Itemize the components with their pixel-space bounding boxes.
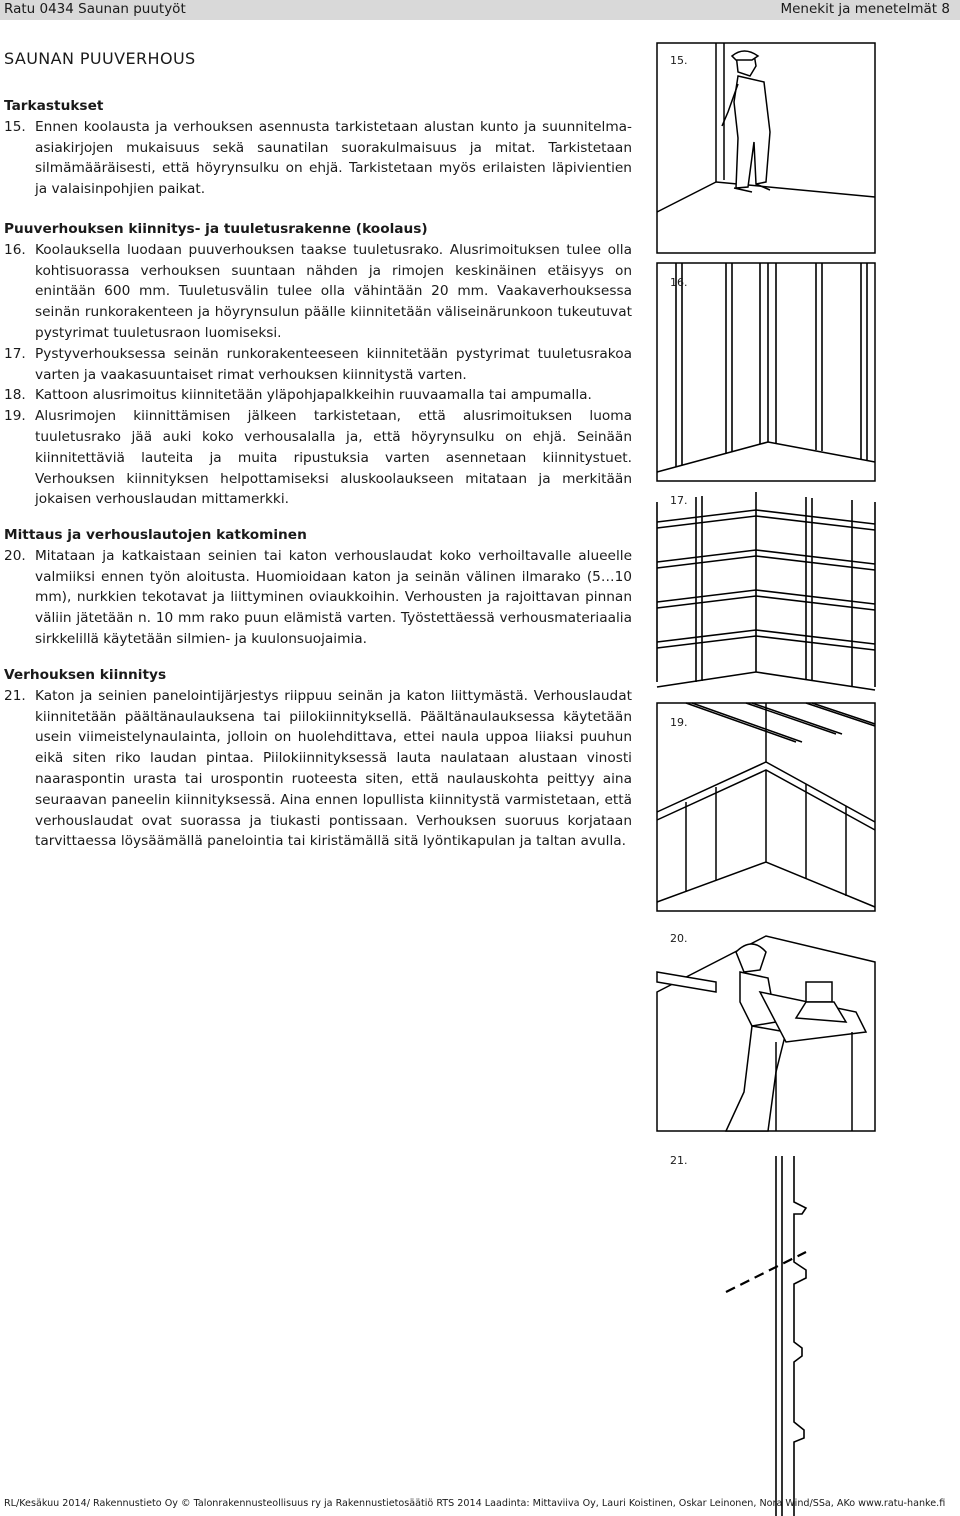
list-item — [4, 406, 632, 510]
figure-19 — [656, 702, 876, 912]
item-number: 16. — [4, 241, 26, 258]
item-text: Alusrimojen kiinnittämisen jälkeen tarkistetaan, että alusrimoituksen luoma tuuletusrako jää auki koko verhousalalla ja, että höyrynsulku on ehjä. Seinään kiinnitettäviä lauteita ja muita ripustuksia varten asennetaan kiinnitystuet. Verhouksen kiinnityksen helpottamiseksi aluskoolaukseen mitataan ja merkitään jokaisen verhouslaudan mittamerkki. — [35, 408, 632, 508]
figure-label: 15. — [670, 54, 688, 67]
list-item — [4, 385, 632, 406]
figure-label: 21. — [670, 1154, 688, 1167]
horizontal-battens-icon — [656, 482, 876, 697]
item-number: 19. — [4, 408, 26, 425]
section-inspections — [4, 96, 632, 200]
section-fastening-structure — [4, 219, 632, 510]
item-number: 20. — [4, 547, 26, 564]
item-text: Kattoon alusrimoitus kiinnitetään yläpohjapalkkeihin ruuvaamalla tai ampumalla. — [35, 387, 592, 404]
list-item — [4, 117, 632, 200]
hidden-nailing-icon — [656, 1142, 876, 1516]
item-number: 17. — [4, 345, 26, 362]
item-text: Pystyverhouksessa seinän runkorakenteeseen kiinnitetään pystyrimat tuuletusrakoa varten ja vaakasuuntaiset rimat verhouksen kiinnitystä varten. — [35, 345, 632, 383]
section-heading: Mittaus ja verhouslautojen katkominen — [4, 527, 307, 543]
item-text: Ennen koolausta ja verhouksen asennusta tarkistetaan alustan kunto ja suunnitelma-asiakirjojen mukaisuus sekä saunatilan suorakulmaisuus ja mitat. Tarkistetaan silmämääräisesti, että höyrynsulku on ehjä. Tarkistetaan myös erilaisten läpivientien ja valaisinpohjien paikat. — [35, 118, 632, 198]
item-number: 21. — [4, 687, 26, 704]
page-footer: RL/Kesäkuu 2014/ Rakennustieto Oy © Talonrakennusteollisuus ry ja Rakennustietosäätiö RTS 2014 Laadinta: Mittaviiva Oy, Lauri Koistinen, Oskar Leinonen, Nora Wind/SSa, AKo www.ratu-hanke.fi — [4, 1498, 946, 1509]
header-document-title: Ratu 0434 Saunan puutyöt — [4, 1, 186, 17]
section-cladding-fastening — [4, 665, 632, 852]
page-title: SAUNAN PUUVERHOUS — [4, 49, 196, 68]
figure-label: 17. — [670, 494, 688, 507]
figure-17 — [656, 482, 876, 697]
item-text: Koolauksella luodaan puuverhouksen taakse tuuletusrako. Alusrimoituksen tulee olla kohtisuorassa verhouksen suuntaan nähden ja rimojen keskinäinen etäisyys on enintään 600 mm. Tuuletusvälin tulee olla vähintään 20 mm. Vaakaverhouksessa seinän runkorakenteen ja höyrynsulun päälle kiinnitetään väliseinärunkoon tukeutuvat pystyrimat tuuletusraon luomiseksi. — [35, 241, 632, 341]
figure-label: 19. — [670, 716, 688, 729]
page-header — [0, 0, 960, 20]
list-item — [4, 686, 632, 852]
item-text: Katon ja seinien panelointijärjestys riippuu seinän ja katon liittymästä. Verhouslaudat kiinnitetään päältänaulauksena tai piilokiinnityksellä. Päältänaulauksessa käytetään usein viimeistelynaulainta, jolloin on huolehdittava, ettei naula uppoa liiaksi puuhun eikä siten riko laudan pintaa. Piilokiinnityksessä lauta naulataan alustaan vinosti naaraspontin urasta tai urospontin ruoteesta siten, että naulauskohta peittyy aina seuraavan paneelin kiinnityksessä. Aina ennen lopullista kiinnitystä varmistetaan, että verhouslaudat ovat suorassa ja tiukasti pontissaan. Verhouksen suoruus korjataan tarvittaessa löysäämällä panelointia tai kiristämällä sitä lyöntikapulan ja taltan avulla. — [35, 687, 632, 850]
list-item — [4, 546, 632, 650]
figure-20 — [656, 922, 876, 1132]
figure-15 — [656, 42, 876, 254]
header-section-page: Menekit ja menetelmät 8 — [780, 1, 950, 17]
section-measuring-cutting — [4, 525, 632, 650]
worker-sawing-icon — [656, 922, 876, 1132]
item-text: Mitataan ja katkaistaan seinien tai katon verhouslaudat koko verhoiltavalle alueelle valmiiksi ennen työn aloitusta. Huomioidaan katon ja seinän välinen ilmarako (5…10 mm), nurkkien tekotavat ja liittyminen oviaukkoihin. Verhousten ja rajoittavan pinnan väliin jätetään n. 10 mm rako puun elämistä varten. Työstettäessä verhousmateriaalia sirkkelillä käytetään silmien- ja kuulonsuojaimia. — [35, 547, 632, 647]
figure-label: 16. — [670, 276, 688, 289]
section-heading: Puuverhouksen kiinnitys- ja tuuletusrakenne (koolaus) — [4, 221, 428, 237]
figure-16 — [656, 262, 876, 482]
worker-inspecting-corner-icon — [656, 42, 876, 254]
ceiling-battens-icon — [656, 702, 876, 912]
item-number: 15. — [4, 118, 26, 135]
figure-21 — [656, 1142, 876, 1516]
section-heading: Tarkastukset — [4, 98, 104, 114]
list-item — [4, 344, 632, 386]
section-heading: Verhouksen kiinnitys — [4, 667, 167, 683]
vertical-battens-icon — [656, 262, 876, 482]
figure-label: 20. — [670, 932, 688, 945]
item-number: 18. — [4, 387, 26, 404]
list-item — [4, 240, 632, 344]
